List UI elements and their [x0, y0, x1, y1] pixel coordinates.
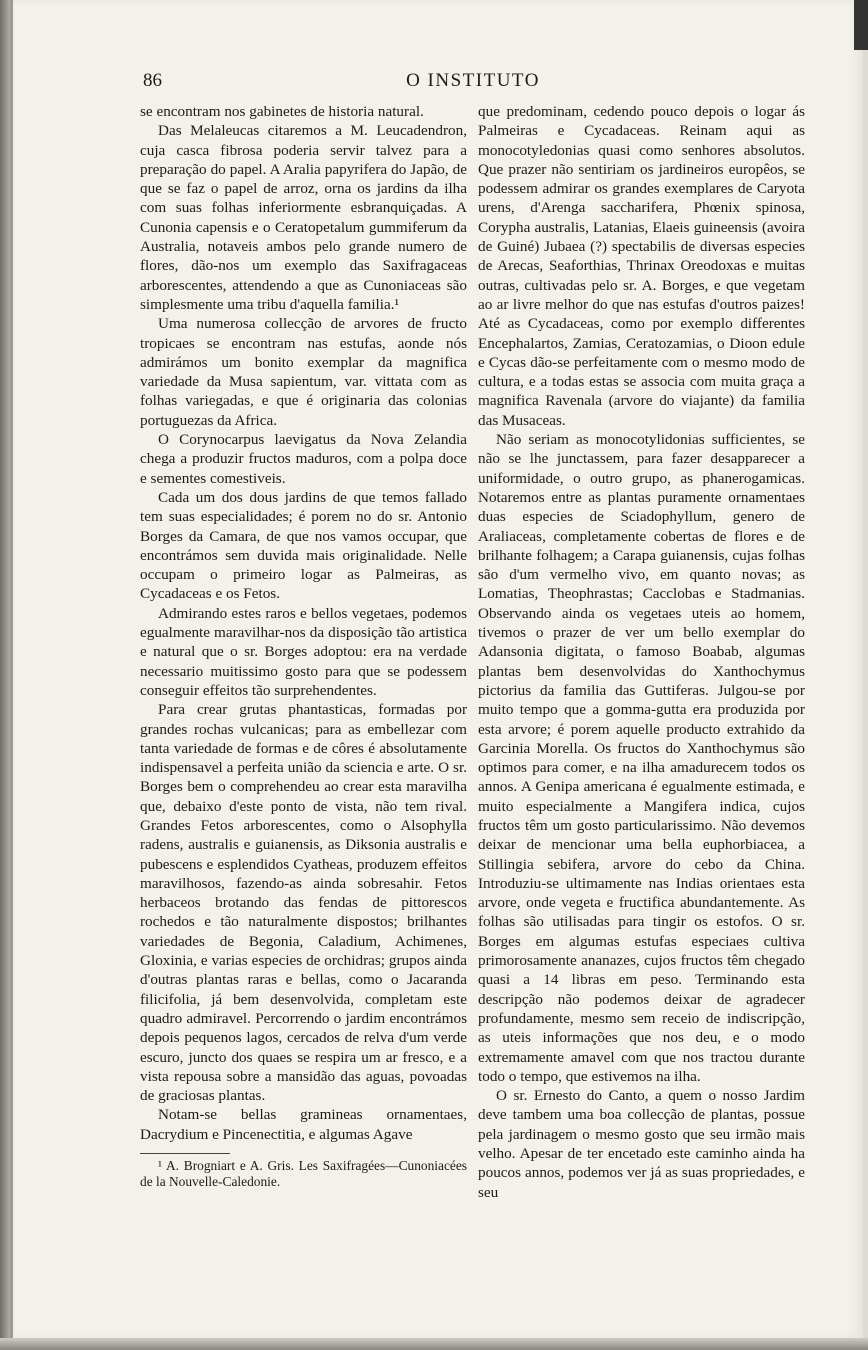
running-title: O INSTITUTO: [406, 70, 540, 91]
footnote: ¹ A. Brogniart e A. Gris. Les Saxifragées—Cunoniacées de la Nouvelle-Caledonie.: [140, 1158, 467, 1190]
page-header: [143, 70, 803, 96]
page-number: 86: [143, 70, 162, 91]
paragraph: Não seriam as monocotylidonias sufficientes, se não se lhe junctassem, para fazer desapparecer a uniformidade, o outro grupo, as phanerogamicas. Notaremos entre as plantas puramente ornamentaes duas especies de Sciadophyllum, genero de Araliaceas, completamente cobertas de flores e de brilhante folhagem; a Carapa guianensis, cujas folhas são d'um vermelho vivo, em quanto novas; as Lomatias, Theophrastas; Cacclobas e Stadmanias. Observando ainda os vegetaes uteis ao homem, tivemos o prazer de ver um bello exemplar do Adansonia digitata, o famoso Boabab, algumas plantas bem desenvolvidas do Xanthochymus pictorius da familia das Guttiferas. Julgou-se por muito tempo que a gomma-gutta era produzida por esta arvore; é porem aquelle producto extrahido da Garcinia Morella. Os fructos do Xanthochymus são optimos para comer, e na ilha amadurecem todos os annos. A Genipa americana é egualmente estimada, e muito especialmente a Mangifera indica, cujos fructos têm um gosto particularissimo. Não devemos deixar de mencionar uma bella euphorbiacea, a Stillingia sebifera, arvore do cebo da China. Introduziu-se ultimamente nas Indias orientaes esta arvore, onde vegeta e fructifica abundantemente. As folhas são utilisadas para tingir os estofos. O sr. Borges em algumas estufas especiaes cultiva primorosamente ananazes, cujos fructos têm chegado quasi a 14 libras em peso. Terminando esta descripção não podemos deixar de agradecer profundamente, mesmo sem receio de indiscripção, as uteis informações que nos deu, e o modo extremamente amavel com que nos tractou durante todo o tempo, que estivemos na ilha.: [478, 431, 805, 1085]
paragraph: Notam-se bellas gramineas ornamentaes, Dacrydium e Pincenectitia, e algumas Agave: [140, 1106, 467, 1143]
paragraph: Para crear grutas phantasticas, formadas por grandes rochas vulcanicas; para as embellezar com tanta variedade de formas e de côres é absolutamente indispensavel a perfeita união da sciencia e arte. O sr. Borges bem o comprehendeu ao crear esta maravilha que, debaixo d'este ponto de vista, não tem rival. Grandes Fetos arborescentes, como o Alsophylla radens, australis e guianensis, as Diksonia australis e pubescens e esplendidos Cyatheas, produzem effeitos maravilhosos, fazendo-as ainda sobresahir. Fetos herbaceos brotando das fendas de pittorescos rochedos e tão naturalmente dispostos; brilhantes variedades de Begonia, Caladium, Achimenes, Gloxinia, e varias especies de orchidras; grupos ainda d'outras plantas raras e bellas, como o Jacaranda filicifolia, já bem desenvolvida, completam este quadro admiravel. Percorrendo o jardim encontrámos depois pequenos lagos, cercados de relva d'um verde escuro, juncto dos quaes se respira um ar fresco, e a vista repousa sobre a mansidão das aguas, povoadas de graciosas plantas.: [140, 701, 467, 1105]
paragraph: Das Melaleucas citaremos a M. Leucadendron, cuja casca fibrosa poderia servir talvez para a preparação do papel. A Aralia papyrifera do Japão, de que se faz o papel de arroz, orna os jardins da ilha com suas folhas inferiormente esbranquiçadas. A Cunonia capensis e o Ceratopetalum gummiferum da Australia, notaveis ambos pelo grande numero de flores, dão-nos um exemplo das Saxifragaceas arborescentes, attendendo a que as Cunoniaceas são simplesmente uma tribu d'aquella familia.¹: [140, 122, 467, 313]
left-column: [140, 102, 467, 1190]
paragraph: Uma numerosa collecção de arvores de fructo tropicaes se encontram nas estufas, aonde nós admirámos um bonito exemplar da magnifica variedade da Musa sapientum, var. vittata com as folhas variegadas, e que é originaria das colonias portuguezas da Africa.: [140, 315, 467, 429]
paragraph: O sr. Ernesto do Canto, a quem o nosso Jardim deve tambem uma boa collecção de plantas, possue pela jardinagem o mesmo gosto que seu irmão mais velho. Apesar de ter encetado este caminho ainda ha poucos annos, podemos ver já as suas propriedades, e seu: [478, 1087, 805, 1201]
page-bottom-edge: [0, 1338, 868, 1350]
page-corner-edge: [854, 0, 868, 50]
footnote-divider: [140, 1153, 230, 1154]
right-column: [478, 102, 805, 1202]
paragraph: O Corynocarpus laevigatus da Nova Zelandia chega a produzir fructos maduros, com a polpa doce e sementes comestiveis.: [140, 431, 467, 487]
paragraph: que predominam, cedendo pouco depois o logar ás Palmeiras e Cycadaceas. Reinam aqui as monocotyledonias quasi como senhores absolutos. Que prazer não sentiriam os jardineiros europêos, se podessem admirar os grandes exemplares de Caryota urens, d'Arenga saccharifera, Phœnix spinosa, Corypha australis, Latanias, Elaeis guineensis (avoira de Guiné) Jubaea (?) spectabilis de diversas especies de Arecas, Seaforthias, Thrinax Oreodoxas e muitas outras, cultivadas pelo sr. A. Borges, e que vegetam ao ar livre melhor do que nas estufas d'outros paizes! Até as Cycadaceas, como por exemplo differentes Encephalartos, Zamias, Ceratozamias, o Dioon edule e Cycas dão-se perfeitamente com o mesmo modo de cultura, e a todas estas se associa com muita graça a magnifica Ravenala (arvore do viajante) da familia das Musaceas.: [478, 103, 805, 429]
paragraph: Cada um dos dous jardins de que temos fallado tem suas especialidades; é porem no do sr. Antonio Borges da Camara, de que nos vamos occupar, que encontrámos sem duvida mais originalidade. Nelle occupam o primeiro logar as Palmeiras, as Cycadaceas e os Fetos.: [140, 488, 467, 603]
paragraph: se encontram nos gabinetes de historia natural.: [140, 103, 424, 120]
paragraph: Admirando estes raros e bellos vegetaes, podemos egualmente maravilhar-nos da disposição tão artistica e natural que o sr. Borges adoptou: era na verdade necessario muitissimo gosto para que se podessem conseguir effeitos tão surprehendentes.: [140, 604, 467, 699]
